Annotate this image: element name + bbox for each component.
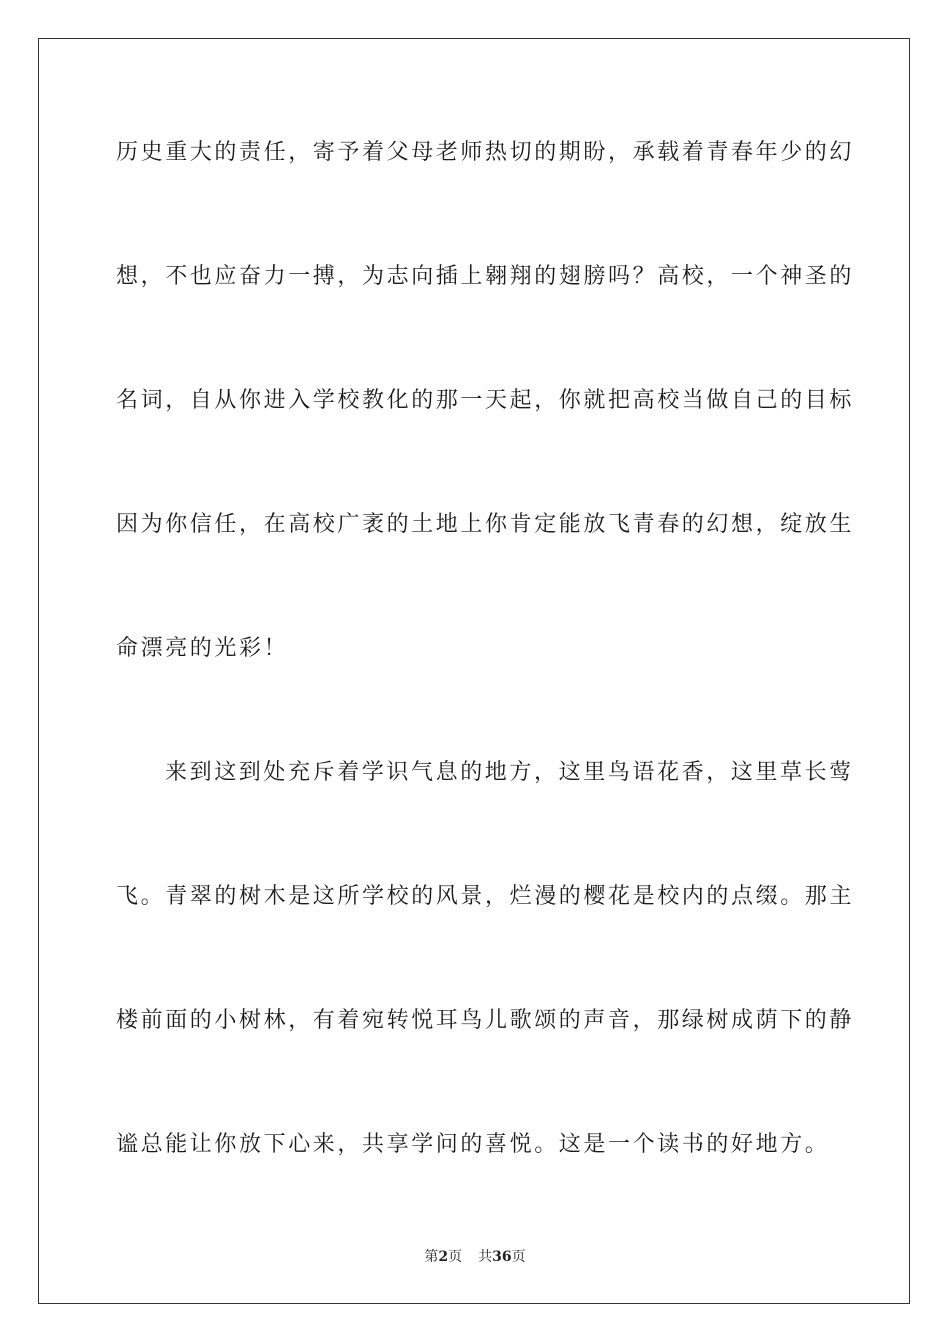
paragraph-line-9: 谧总能让你放下心来，共享学问的喜悦。这是一个读书的好地方。 xyxy=(116,1132,830,1157)
paragraph-line-7: 飞。青翠的树木是这所学校的风景，烂漫的樱花是校内的点缀。那主 xyxy=(116,884,855,909)
total-pages: 36 xyxy=(492,1249,512,1265)
page-suffix: 页 xyxy=(448,1249,463,1265)
paragraph-line-5: 命漂亮的光彩！ xyxy=(116,636,289,661)
page-prefix: 第 xyxy=(424,1249,439,1265)
paragraph-line-4: 因为你信任，在高校广袤的土地上你肯定能放飞青春的幻想，绽放生 xyxy=(116,512,855,537)
paragraph-line-3: 名词，自从你进入学校教化的那一天起，你就把高校当做自己的目标 xyxy=(116,388,855,413)
paragraph-line-6: 来到这到处充斥着学识气息的地方，这里鸟语花香，这里草长莺 xyxy=(165,760,854,785)
paragraph-line-2: 想，不也应奋力一搏，为志向插上翱翔的翅膀吗？高校，一个神圣的 xyxy=(116,264,855,289)
page-border xyxy=(38,38,910,1304)
total-suffix: 页 xyxy=(511,1249,526,1265)
page-number: 2 xyxy=(438,1249,449,1265)
total-prefix: 共 xyxy=(478,1249,493,1265)
paragraph-line-8: 楼前面的小树林，有着宛转悦耳鸟儿歌颂的声音，那绿树成荫下的静 xyxy=(116,1008,855,1033)
page-footer xyxy=(0,1248,950,1266)
paragraph-line-1: 历史重大的责任，寄予着父母老师热切的期盼，承载着青春年少的幻 xyxy=(116,140,855,165)
